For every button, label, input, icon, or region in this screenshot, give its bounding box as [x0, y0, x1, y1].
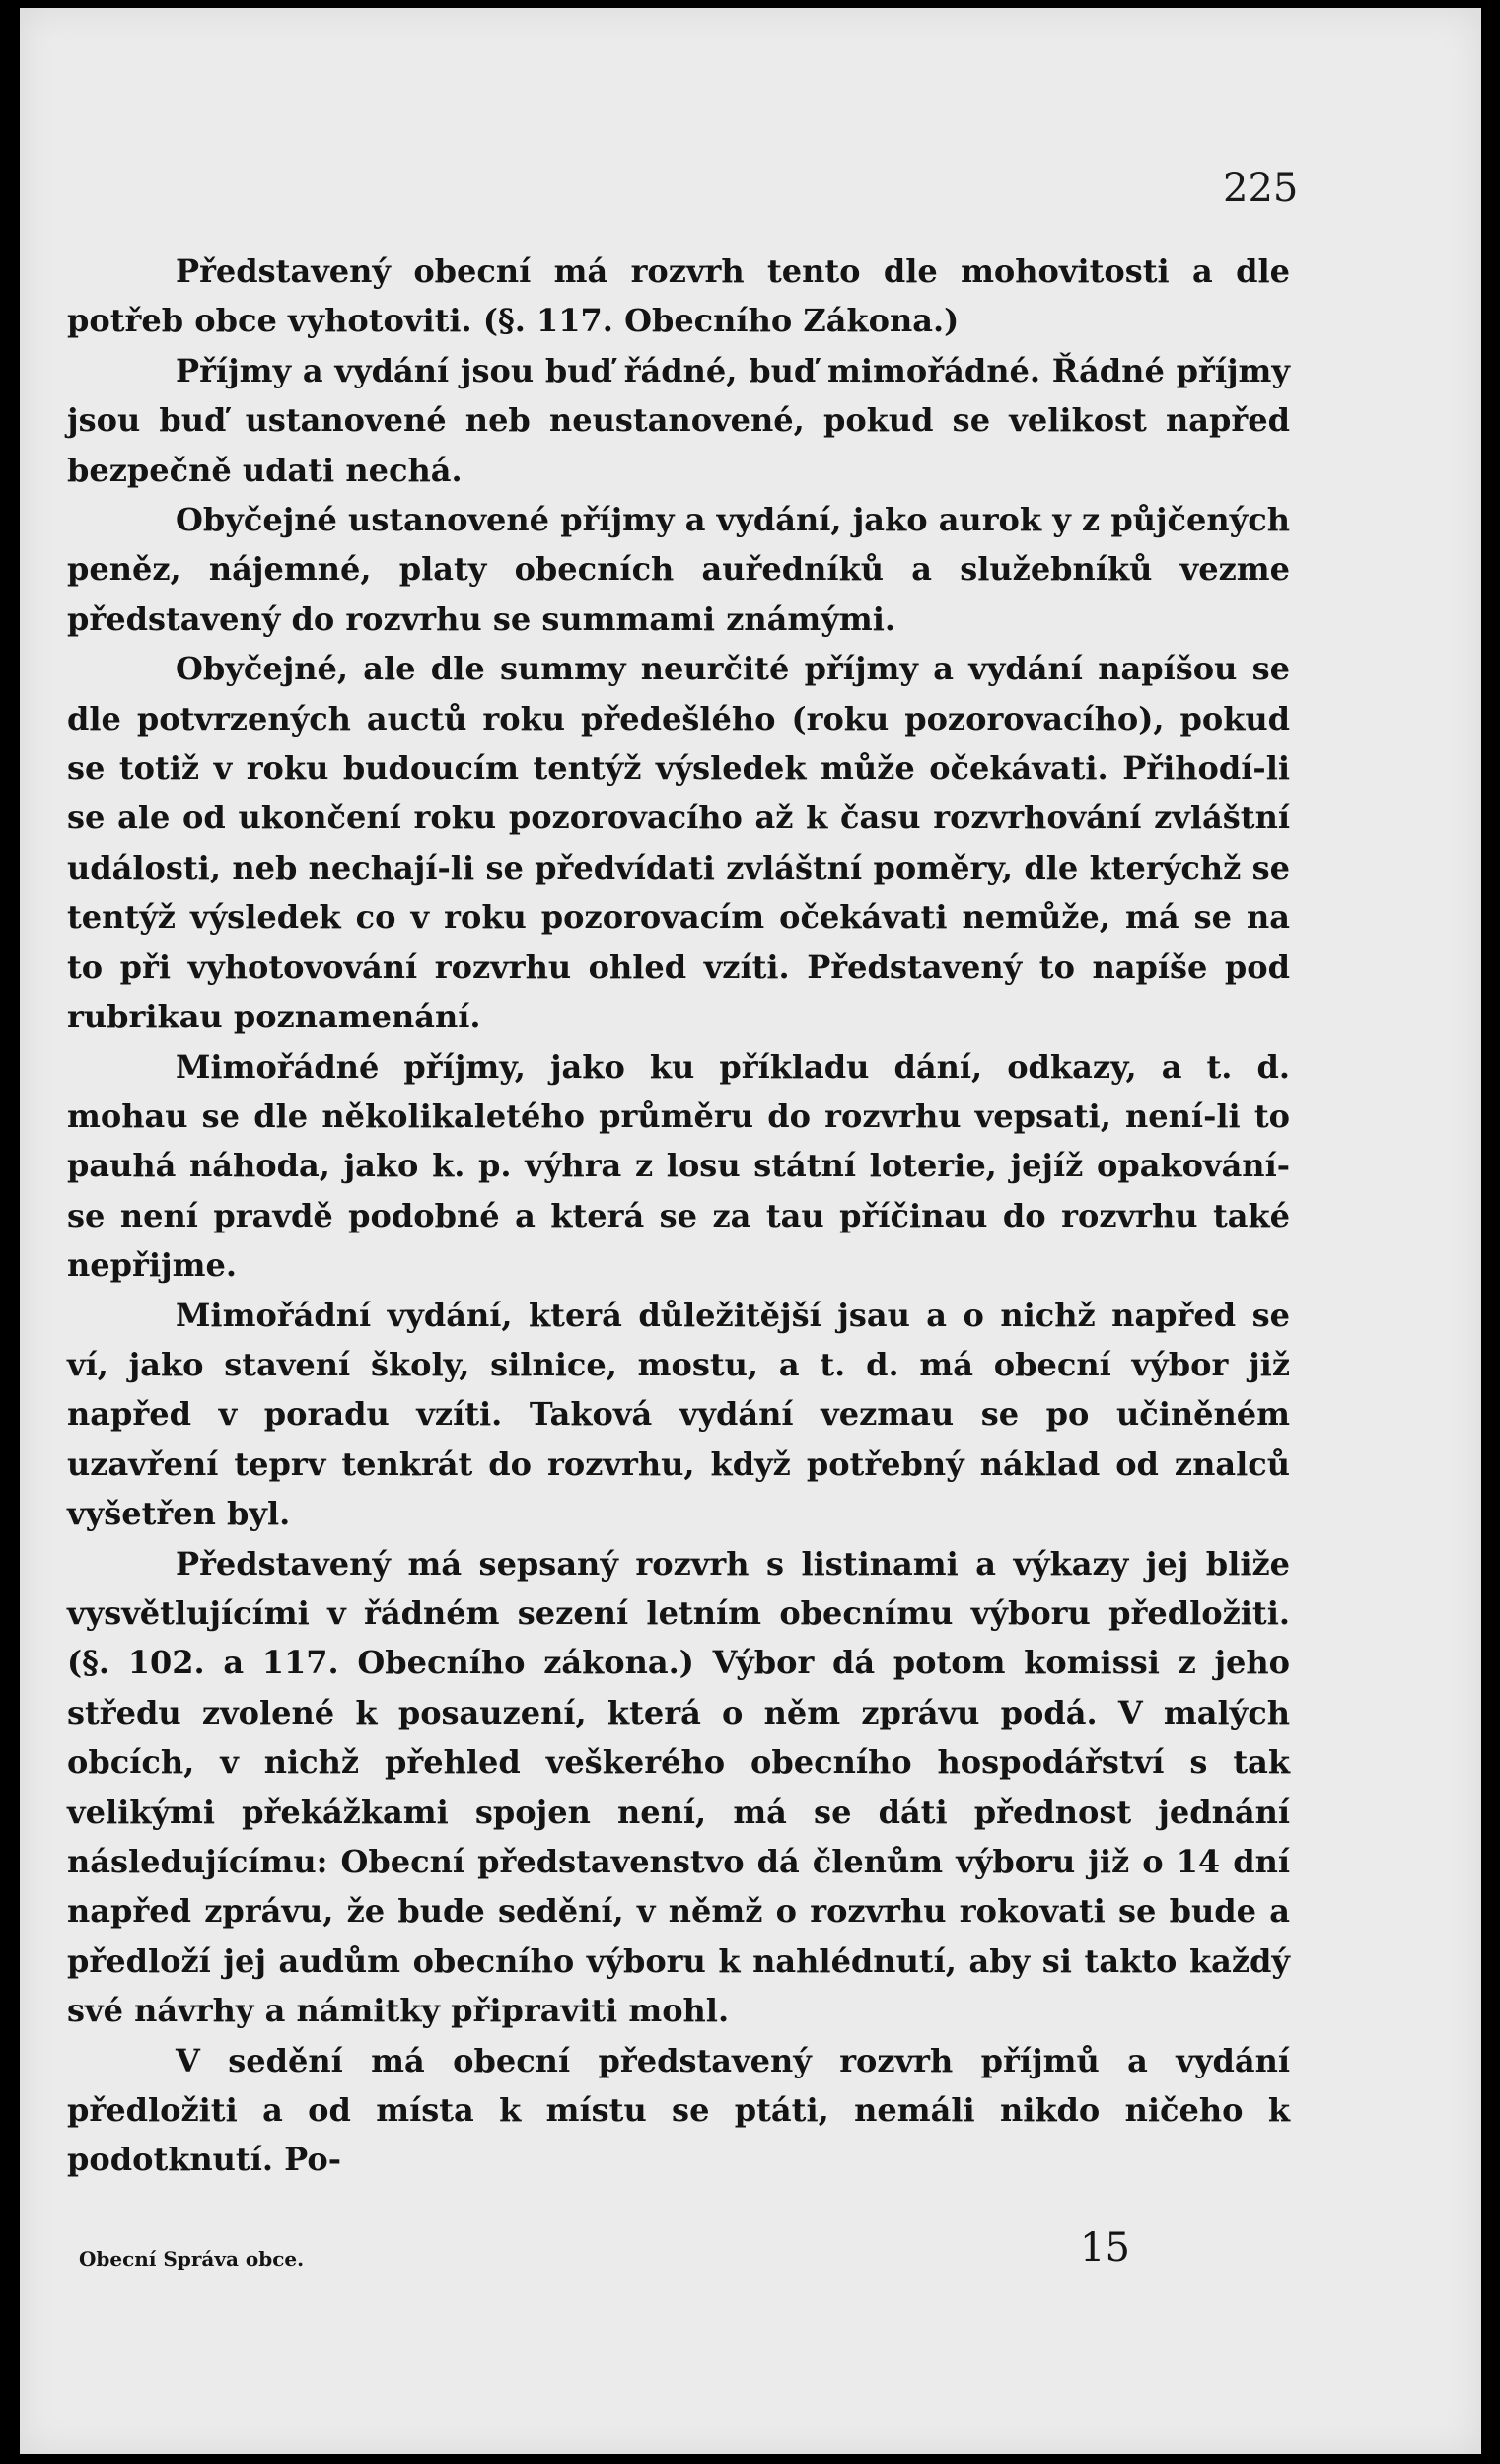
paragraph-ordinary-extraordinary: Příjmy a vydání jsou buď řádné, buď mimořádné. Řádné příjmy jsou buď ustanovené neb neustanovené, pokud se velikost napřed bezpečně udati nechá.: [67, 351, 1290, 489]
paragraph-session: V sedění má obecní představený rozvrh příjmů a vydání předložiti a od místa k místu se ptáti, nemáli nikdo ničeho k podotknutí. Po-: [67, 2041, 1290, 2179]
printer-signature: Obecní Správa obce.: [79, 2247, 305, 2271]
book-page: [20, 8, 1481, 2454]
paragraph-ordinary-fixed: Obyčejné ustanovené příjmy a vydání, jako aurok y z půjčených peněz, nájemné, platy obecních auředníků a služebníků vezme představený do rozvrhu se summami známými.: [67, 501, 1290, 638]
page-number: 225: [1223, 166, 1299, 211]
paragraph-extraordinary-income: Mimořádné příjmy, jako ku příkladu dání, odkazy, a t. d. mohau se dle několikaletého průměru do rozvrhu vepsati, není-li to pauhá náhoda, jako k. p. výhra z losu státní loterie, jejíž opakování-se není pravdě podobné a která se za tau příčinau do rozvrhu také nepřijme.: [67, 1047, 1290, 1285]
paragraph-ordinary-variable: Obyčejné, ale dle summy neurčité příjmy a vydání napíšou se dle potvrzených auctů roku předešlého (roku pozorovacího), pokud se totiž v roku budoucím tentýž výsledek může očekávati. Přihodí-li se ale od ukončení roku pozorovacího až k času rozvrhování zvláštní události, neb nechají-li se předvídati zvláštní poměry, dle kterýchž se tentýž výsledek co v roku pozorovacím očekávati nemůže, má se na to při vyhotovování rozvrhu ohled vzíti. Představený to napíše pod rubrikau poznamenání.: [67, 650, 1290, 1036]
page-footer: [79, 2225, 1302, 2275]
body-text: [67, 246, 1290, 2185]
paragraph-extraordinary-expenses: Mimořádní vydání, která důležitější jsau a o nichž napřed se ví, jako stavení školy, silnice, mostu, a t. d. má obecní výbor již napřed v poradu vzíti. Taková vydání vezmau se po učiněném uzavření teprv tenkrát do rozvrhu, když potřebný náklad od znalců vyšetřen byl.: [67, 1296, 1290, 1533]
paragraph-budget-preparation: Představený obecní má rozvrh tento dle mohovitosti a dle potřeb obce vyhotoviti. (§. 117. Obecního Zákona.): [67, 252, 1290, 340]
paragraph-submission-to-committee: Představený má sepsaný rozvrh s listinami a výkazy jej bliže vysvětlujícími v řádném sezení letním obecnímu výboru předložiti. (§. 102. a 117. Obecního zákona.) Výbor dá potom komissi z jeho středu zvolené k posauzení, která o něm zprávu podá. V malých obcích, v nichž přehled veškerého obecního hospodářství s tak velikými překážkami spojen není, má se dáti přednost jednání následujícímu: Obecní představenstvo dá členům výboru již o 14 dní napřed zprávu, že bude sedění, v němž o rozvrhu rokovati se bude a předloží jej audům obecního výboru k nahlédnutí, aby si takto každý své návrhy a námitky připraviti mohl.: [67, 1544, 1290, 2030]
sheet-number: 15: [1080, 2225, 1130, 2271]
